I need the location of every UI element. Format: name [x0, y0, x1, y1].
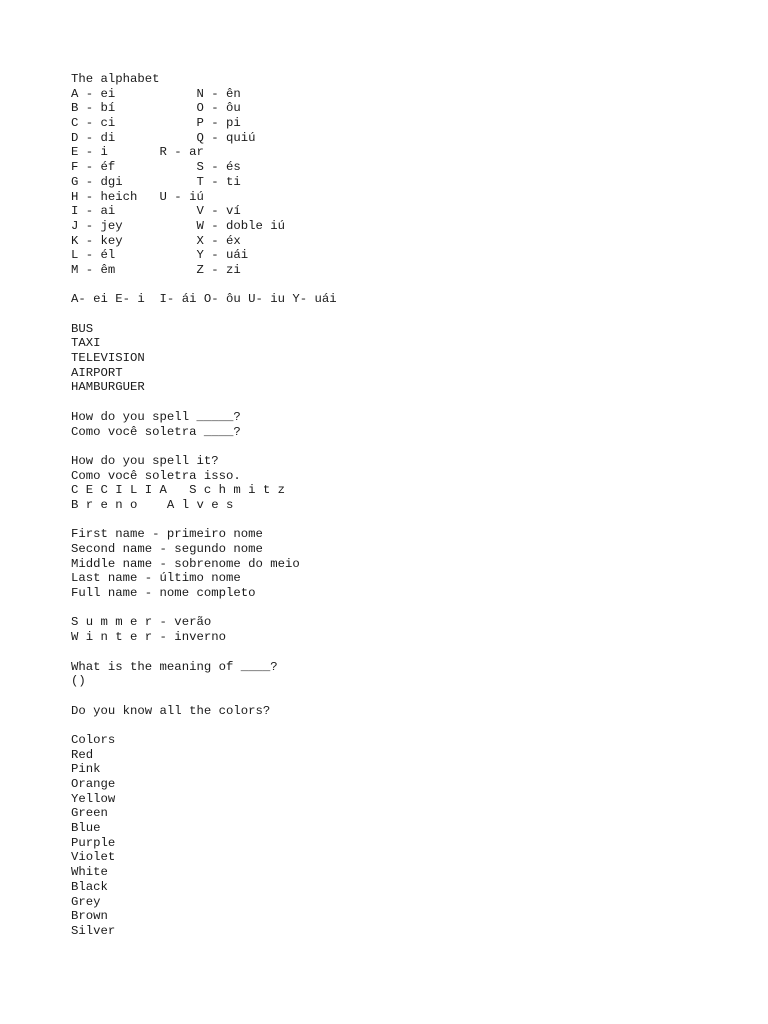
- text-line: S u m m e r - verão: [71, 615, 212, 630]
- text-line: AIRPORT: [71, 365, 123, 380]
- text-line: Violet: [71, 850, 116, 865]
- text-line: TAXI: [71, 336, 101, 351]
- blank-line: [71, 439, 751, 454]
- text-line: C - ci P - pi: [71, 116, 241, 131]
- text-line: F - éf S - és: [71, 160, 241, 175]
- blank-line: [71, 645, 751, 660]
- text-line: Yellow: [71, 791, 116, 806]
- text-line: L - él Y - uái: [71, 248, 249, 263]
- text-line: A - ei N - ên: [71, 86, 241, 101]
- text-line: Red: [71, 747, 94, 762]
- text-line: Full name - nome completo: [71, 586, 256, 601]
- blank-line: [71, 395, 751, 410]
- text-line: I - ai V - ví: [71, 204, 241, 219]
- text-line: Middle name - sobrenome do meio: [71, 556, 300, 571]
- text-line: Como você soletra ____?: [71, 424, 241, 439]
- text-line: Grey: [71, 894, 101, 909]
- text-line: W i n t e r - inverno: [71, 630, 226, 645]
- text-line: Silver: [71, 923, 116, 938]
- text-line: D - di Q - quiú: [71, 130, 256, 145]
- text-line: Do you know all the colors?: [71, 703, 271, 718]
- text-line: How do you spell _____?: [71, 409, 241, 424]
- text-line: First name - primeiro nome: [71, 527, 263, 542]
- text-line: (): [71, 674, 86, 689]
- text-line: The alphabet: [71, 72, 160, 86]
- blank-line: [71, 718, 751, 733]
- blank-line: [71, 601, 751, 616]
- text-line: Blue: [71, 821, 101, 836]
- text-line: What is the meaning of ____?: [71, 659, 278, 674]
- text-line: BUS: [71, 321, 94, 336]
- text-line: B r e n o A l v e s: [71, 497, 234, 512]
- text-line: Second name - segundo nome: [71, 542, 263, 556]
- text-line: B - bí O - ôu: [71, 101, 241, 116]
- text-line: Green: [71, 806, 108, 821]
- text-line: TELEVISION: [71, 351, 145, 366]
- text-line: Last name - último nome: [71, 571, 241, 586]
- blank-line: [71, 278, 751, 293]
- blank-line: [71, 307, 751, 322]
- text-line: Como você soletra isso.: [71, 468, 241, 483]
- text-line: Colors: [71, 732, 116, 747]
- text-line: Brown: [71, 909, 108, 924]
- text-line: H - heich U - iú: [71, 189, 204, 204]
- text-line: Orange: [71, 777, 116, 791]
- text-line: Black: [71, 879, 108, 894]
- text-line: Purple: [71, 835, 116, 850]
- blank-line: [71, 689, 751, 704]
- text-line: G - dgi T - ti: [71, 174, 241, 189]
- text-line: A- ei E- i I- ái O- ôu U- iu Y- uái: [71, 292, 337, 307]
- text-line: K - key X - éx: [71, 233, 241, 248]
- document-body: [71, 72, 751, 939]
- text-line: C E C I L I A S c h m i t z: [71, 483, 286, 498]
- text-line: Pink: [71, 762, 101, 777]
- text-line: How do you spell it?: [71, 453, 219, 468]
- text-line: E - i R - ar: [71, 145, 204, 160]
- text-line: White: [71, 865, 108, 880]
- text-line: J - jey W - doble iú: [71, 218, 286, 233]
- text-line: M - êm Z - zi: [71, 262, 241, 277]
- blank-line: [71, 513, 751, 528]
- text-line: HAMBURGUER: [71, 380, 145, 395]
